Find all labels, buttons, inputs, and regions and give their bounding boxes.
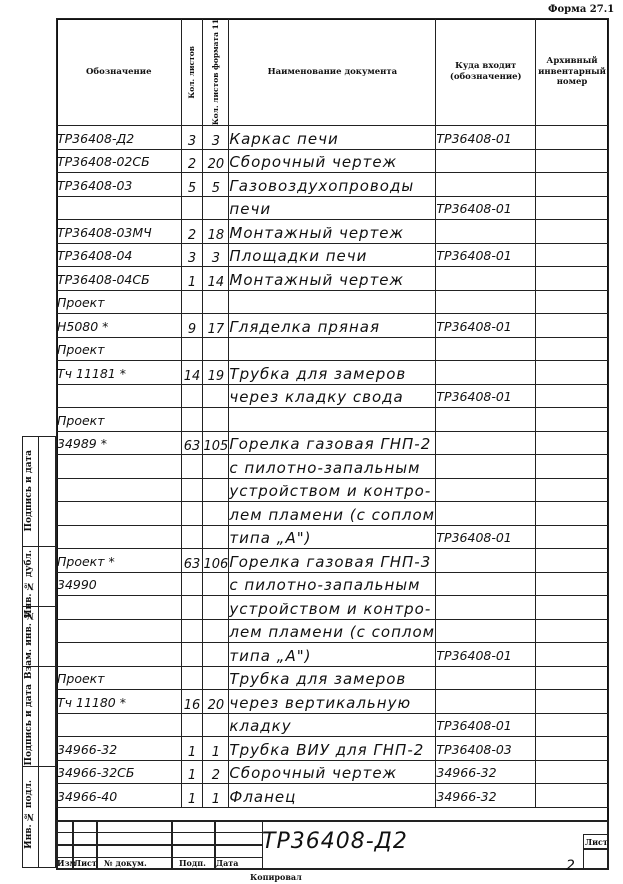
- cell-included-in: [436, 596, 536, 620]
- cell-doc-name: Сборочный чертеж: [229, 760, 436, 784]
- cell-doc-name: лем пламени (с соплом: [229, 502, 436, 526]
- cell-archive-no: [536, 408, 609, 432]
- header-doc-name: Наименование документа: [229, 19, 436, 126]
- cell-designation: 34966-32: [57, 737, 182, 761]
- cell-designation: ТР36408-04: [57, 243, 182, 267]
- cell-sheets: [181, 525, 203, 549]
- cell-designation: [57, 196, 182, 220]
- cell-archive-no: [536, 314, 609, 338]
- cell-designation: ТР36408-02СБ: [57, 149, 182, 173]
- sheet-number: 2: [566, 858, 575, 874]
- cell-designation: Н5080 *: [57, 314, 182, 338]
- cell-format11: [203, 408, 229, 432]
- cell-format11: [203, 666, 229, 690]
- cell-format11: 105: [203, 431, 229, 455]
- cell-designation: [57, 619, 182, 643]
- cell-sheets: 16: [181, 690, 203, 714]
- cell-sheets: 9: [181, 314, 203, 338]
- cell-format11: 5: [203, 173, 229, 197]
- cell-archive-no: [536, 596, 609, 620]
- cell-designation: Тч 11180 *: [57, 690, 182, 714]
- cell-format11: [203, 619, 229, 643]
- cell-included-in: ТР36408-01: [436, 126, 536, 150]
- cell-doc-name: печи: [229, 196, 436, 220]
- cell-doc-name: Трубка для замеров: [229, 666, 436, 690]
- tb-col-change: Изм: [57, 858, 77, 868]
- cell-designation: [57, 525, 182, 549]
- cell-doc-name: с пилотно-запальным: [229, 455, 436, 479]
- cell-designation: Проект: [57, 666, 182, 690]
- cell-included-in: [436, 572, 536, 596]
- cell-designation: ТР36408-03: [57, 173, 182, 197]
- cell-sheets: [181, 502, 203, 526]
- cell-format11: [203, 196, 229, 220]
- cell-format11: 20: [203, 149, 229, 173]
- document-register-table: [56, 18, 609, 808]
- cell-included-in: [436, 290, 536, 314]
- header-designation: Обозначение: [57, 19, 182, 126]
- cell-doc-name: Монтажный чертеж: [229, 220, 436, 244]
- cell-included-in: [436, 431, 536, 455]
- cell-sheets: 14: [181, 361, 203, 385]
- cell-format11: 3: [203, 126, 229, 150]
- cell-doc-name: Фланец: [229, 784, 436, 808]
- cell-included-in: 34966-32: [436, 784, 536, 808]
- cell-sheets: [181, 572, 203, 596]
- cell-archive-no: [536, 760, 609, 784]
- cell-archive-no: [536, 784, 609, 808]
- cell-doc-name: Гляделка пряная: [229, 314, 436, 338]
- document-code: ТР36408-Д2: [262, 829, 408, 854]
- cell-doc-name: устройством и контро-: [229, 596, 436, 620]
- cell-designation: [57, 502, 182, 526]
- cell-format11: [203, 596, 229, 620]
- cell-doc-name: Каркас печи: [229, 126, 436, 150]
- cell-sheets: 63: [181, 431, 203, 455]
- cell-doc-name: Сборочный чертеж: [229, 149, 436, 173]
- cell-doc-name: Монтажный чертеж: [229, 267, 436, 291]
- cell-included-in: [436, 478, 536, 502]
- replace-inv-label: Взам. инв. №: [24, 610, 34, 680]
- header-included-in: Куда входит (обозначение): [436, 19, 536, 126]
- table-row: [57, 502, 609, 526]
- table-row: [57, 619, 609, 643]
- cell-designation: [57, 384, 182, 408]
- cell-format11: [203, 572, 229, 596]
- cell-sheets: 1: [181, 267, 203, 291]
- table-row: [57, 431, 609, 455]
- cell-doc-name: через кладку свода: [229, 384, 436, 408]
- table-row: [57, 690, 609, 714]
- cell-format11: [203, 384, 229, 408]
- cell-included-in: [436, 455, 536, 479]
- cell-sheets: 5: [181, 173, 203, 197]
- cell-archive-no: [536, 290, 609, 314]
- table-row: [57, 525, 609, 549]
- cell-archive-no: [536, 126, 609, 150]
- cell-format11: [203, 643, 229, 667]
- cell-doc-name: Горелка газовая ГНП-2: [229, 431, 436, 455]
- cell-designation: Проект: [57, 337, 182, 361]
- cell-archive-no: [536, 619, 609, 643]
- header-archive-no: Архивный инвентарный номер: [536, 19, 609, 126]
- cell-archive-no: [536, 643, 609, 667]
- cell-designation: [57, 455, 182, 479]
- cell-included-in: ТР36408-01: [436, 713, 536, 737]
- tb-col-sign: Подп.: [179, 858, 206, 868]
- cell-doc-name: [229, 337, 436, 361]
- cell-archive-no: [536, 525, 609, 549]
- header-format11-count: Кол. листов формата 11: [203, 19, 229, 126]
- table-row: [57, 737, 609, 761]
- tb-col-date: Дата: [216, 858, 239, 868]
- cell-sheets: 1: [181, 784, 203, 808]
- table-row: [57, 455, 609, 479]
- cell-designation: 34989 *: [57, 431, 182, 455]
- table-row: [57, 337, 609, 361]
- cell-sheets: 3: [181, 126, 203, 150]
- cell-included-in: [436, 666, 536, 690]
- cell-doc-name: Газовоздухопроводы: [229, 173, 436, 197]
- table-row: [57, 760, 609, 784]
- cell-format11: [203, 525, 229, 549]
- cell-archive-no: [536, 737, 609, 761]
- cell-designation: 34990: [57, 572, 182, 596]
- cell-included-in: ТР36408-01: [436, 384, 536, 408]
- table-row: [57, 267, 609, 291]
- cell-doc-name: типа „А"): [229, 643, 436, 667]
- cell-archive-no: [536, 549, 609, 573]
- table-row: [57, 596, 609, 620]
- cell-sheets: 1: [181, 760, 203, 784]
- cell-archive-no: [536, 478, 609, 502]
- cell-included-in: [436, 502, 536, 526]
- cell-sheets: 2: [181, 220, 203, 244]
- table-body: [57, 126, 609, 808]
- cell-included-in: 34966-32: [436, 760, 536, 784]
- sign-date-label-2: Подпись и дата: [24, 684, 34, 766]
- cell-archive-no: [536, 690, 609, 714]
- cell-designation: [57, 643, 182, 667]
- cell-included-in: [436, 361, 536, 385]
- table-row: [57, 784, 609, 808]
- cell-format11: 2: [203, 760, 229, 784]
- table-header-row: [57, 19, 609, 126]
- cell-sheets: [181, 290, 203, 314]
- cell-sheets: [181, 455, 203, 479]
- cell-archive-no: [536, 361, 609, 385]
- table-row: [57, 149, 609, 173]
- table-row: [57, 314, 609, 338]
- header-sheets-count: Кол. листов: [181, 19, 203, 126]
- cell-doc-name: лем пламени (с соплом: [229, 619, 436, 643]
- cell-designation: ТР36408-04СБ: [57, 267, 182, 291]
- inv-dup-label: Инв. № дубл.: [24, 550, 34, 618]
- table-row: [57, 384, 609, 408]
- cell-doc-name: [229, 408, 436, 432]
- cell-designation: Проект: [57, 408, 182, 432]
- cell-doc-name: через вертикальную: [229, 690, 436, 714]
- cell-format11: 1: [203, 737, 229, 761]
- cell-sheets: [181, 408, 203, 432]
- cell-archive-no: [536, 666, 609, 690]
- table-row: [57, 549, 609, 573]
- cell-sheets: [181, 713, 203, 737]
- tb-col-sheet: Лист: [74, 858, 97, 868]
- cell-included-in: ТР36408-01: [436, 314, 536, 338]
- cell-designation: Проект *: [57, 549, 182, 573]
- cell-archive-no: [536, 267, 609, 291]
- cell-included-in: [436, 549, 536, 573]
- cell-sheets: [181, 666, 203, 690]
- cell-included-in: [436, 149, 536, 173]
- cell-archive-no: [536, 220, 609, 244]
- table-row: [57, 361, 609, 385]
- inv-orig-label: Инв. № подл.: [24, 780, 34, 849]
- cell-format11: 17: [203, 314, 229, 338]
- cell-included-in: ТР36408-03: [436, 737, 536, 761]
- cell-format11: 18: [203, 220, 229, 244]
- cell-archive-no: [536, 243, 609, 267]
- cell-doc-name: Горелка газовая ГНП-3: [229, 549, 436, 573]
- cell-archive-no: [536, 502, 609, 526]
- form-label: Форма 27.1: [548, 4, 615, 15]
- cell-format11: [203, 337, 229, 361]
- cell-doc-name: типа „А"): [229, 525, 436, 549]
- cell-format11: 20: [203, 690, 229, 714]
- cell-designation: 34966-40: [57, 784, 182, 808]
- cell-designation: 34966-32СБ: [57, 760, 182, 784]
- cell-doc-name: с пилотно-запальным: [229, 572, 436, 596]
- cell-format11: 106: [203, 549, 229, 573]
- cell-doc-name: устройством и контро-: [229, 478, 436, 502]
- cell-sheets: [181, 478, 203, 502]
- table-row: [57, 478, 609, 502]
- cell-designation: Тч 11181 *: [57, 361, 182, 385]
- cell-archive-no: [536, 196, 609, 220]
- table-row: [57, 196, 609, 220]
- table-row: [57, 243, 609, 267]
- table-row: [57, 713, 609, 737]
- cell-archive-no: [536, 337, 609, 361]
- cell-format11: [203, 290, 229, 314]
- cell-doc-name: Трубка ВИУ для ГНП-2: [229, 737, 436, 761]
- cell-included-in: [436, 337, 536, 361]
- cell-format11: [203, 455, 229, 479]
- cell-sheets: 2: [181, 149, 203, 173]
- cell-included-in: [436, 690, 536, 714]
- table-row: [57, 126, 609, 150]
- cell-included-in: [436, 267, 536, 291]
- table-row: [57, 220, 609, 244]
- copied-label: Копировал: [250, 872, 302, 882]
- cell-archive-no: [536, 173, 609, 197]
- cell-sheets: [181, 384, 203, 408]
- cell-designation: Проект: [57, 290, 182, 314]
- cell-format11: 3: [203, 243, 229, 267]
- tb-sheet-label: Лист: [585, 837, 608, 847]
- cell-doc-name: Трубка для замеров: [229, 361, 436, 385]
- cell-included-in: [436, 408, 536, 432]
- cell-designation: [57, 713, 182, 737]
- sign-date-label-1: Подпись и дата: [24, 450, 34, 532]
- cell-sheets: [181, 196, 203, 220]
- cell-archive-no: [536, 384, 609, 408]
- table-row: [57, 408, 609, 432]
- cell-archive-no: [536, 713, 609, 737]
- cell-sheets: 63: [181, 549, 203, 573]
- table-row: [57, 643, 609, 667]
- cell-included-in: ТР36408-01: [436, 525, 536, 549]
- tb-col-docno: № докум.: [104, 858, 147, 868]
- cell-designation: ТР36408-03МЧ: [57, 220, 182, 244]
- cell-sheets: [181, 643, 203, 667]
- cell-sheets: 3: [181, 243, 203, 267]
- cell-doc-name: кладку: [229, 713, 436, 737]
- cell-format11: [203, 502, 229, 526]
- cell-included-in: ТР36408-01: [436, 243, 536, 267]
- cell-included-in: ТР36408-01: [436, 196, 536, 220]
- cell-sheets: 1: [181, 737, 203, 761]
- cell-included-in: ТР36408-01: [436, 643, 536, 667]
- cell-format11: 14: [203, 267, 229, 291]
- cell-designation: ТР36408-Д2: [57, 126, 182, 150]
- left-margin-stamp: [22, 436, 56, 868]
- cell-archive-no: [536, 149, 609, 173]
- cell-format11: [203, 478, 229, 502]
- cell-sheets: [181, 596, 203, 620]
- cell-designation: [57, 478, 182, 502]
- cell-archive-no: [536, 572, 609, 596]
- cell-included-in: [436, 220, 536, 244]
- table-row: [57, 572, 609, 596]
- cell-format11: 1: [203, 784, 229, 808]
- cell-sheets: [181, 337, 203, 361]
- cell-archive-no: [536, 431, 609, 455]
- table-row: [57, 173, 609, 197]
- cell-doc-name: [229, 290, 436, 314]
- cell-designation: [57, 596, 182, 620]
- cell-doc-name: Площадки печи: [229, 243, 436, 267]
- cell-included-in: [436, 173, 536, 197]
- table-row: [57, 666, 609, 690]
- cell-archive-no: [536, 455, 609, 479]
- cell-sheets: [181, 619, 203, 643]
- cell-format11: 19: [203, 361, 229, 385]
- cell-format11: [203, 713, 229, 737]
- cell-included-in: [436, 619, 536, 643]
- table-row: [57, 290, 609, 314]
